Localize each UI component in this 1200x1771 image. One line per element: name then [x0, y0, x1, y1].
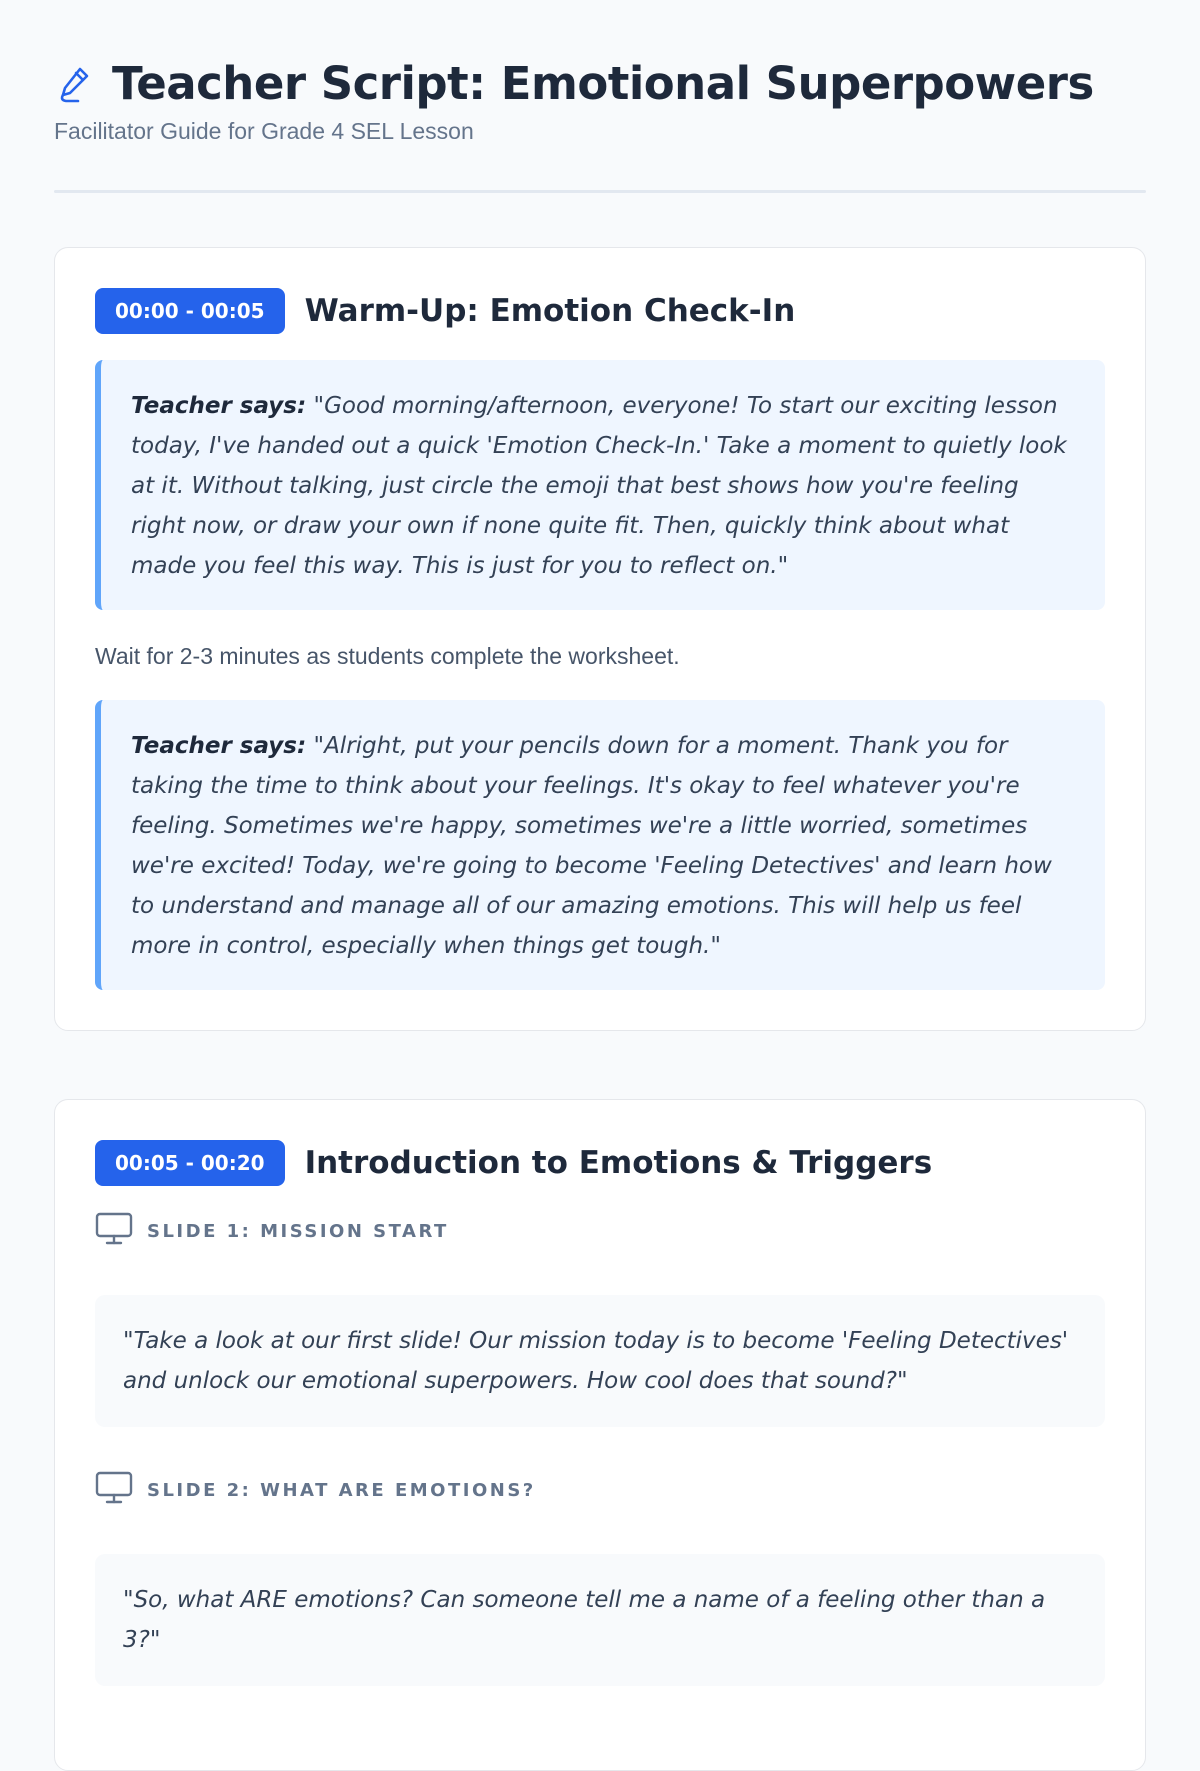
- header-divider: [54, 190, 1146, 193]
- facilitator-note: Wait for 2-3 minutes as students complete the worksheet.: [95, 643, 680, 669]
- title-row: [54, 56, 1146, 112]
- header: [54, 0, 1146, 193]
- pen-icon: [54, 64, 94, 104]
- time-badge: 00:05 - 00:20: [95, 1140, 285, 1186]
- slide-label-text: SLIDE 2: WHAT ARE EMOTIONS?: [147, 1480, 536, 1501]
- monitor-icon: [95, 1212, 133, 1251]
- section-header: [95, 1140, 1105, 1186]
- teacher-script-box: [95, 360, 1105, 610]
- section-card-introduction: [54, 1099, 1146, 1771]
- slide-script-box: "Take a look at our first slide! Our mission today is to become 'Feeling Detectives' and unlock our emotional superpowers. How cool does that sound?": [95, 1295, 1105, 1427]
- section-title: Warm-Up: Emotion Check-In: [304, 293, 796, 329]
- slide-script-box: "So, what ARE emotions? Can someone tell me a name of a feeling other than a 3?": [95, 1554, 1105, 1686]
- slide-label-text: SLIDE 1: MISSION START: [147, 1221, 449, 1242]
- section-title: Introduction to Emotions & Triggers: [304, 1145, 933, 1181]
- slide-label: [95, 1212, 1105, 1251]
- slide-label: [95, 1471, 1105, 1510]
- teacher-script-text: "Alright, put your pencils down for a moment. Thank you for taking the time to think about your feelings. It's okay to feel whatever you're feeling. Sometimes we're happy, sometimes we're a little worried, sometimes we're excited! Today, we're going to become 'Feeling Detectives' and learn how to understand and manage all of our amazing emotions. This will help us feel more in control, especially when things get tough.": [131, 733, 1052, 959]
- page-title: Teacher Script: Emotional Superpowers: [112, 57, 1094, 110]
- section-header: [95, 288, 1105, 334]
- teacher-script-text: "Good morning/afternoon, everyone! To start our exciting lesson today, I've handed out a quick 'Emotion Check-In.' Take a moment to quietly look at it. Without talking, just circle the emoji that best shows how you're feeling right now, or draw your own if none quite fit. Then, quickly think about what made you feel this way. This is just for you to reflect on.": [131, 393, 1067, 579]
- teacher-says-label: Teacher says:: [131, 733, 307, 759]
- time-badge: 00:00 - 00:05: [95, 288, 285, 334]
- teacher-script-box: [95, 700, 1105, 990]
- monitor-icon: [95, 1471, 133, 1510]
- page-subtitle: Facilitator Guide for Grade 4 SEL Lesson: [54, 118, 474, 144]
- section-card-warm-up: [54, 247, 1146, 1031]
- teacher-says-label: Teacher says:: [131, 393, 307, 419]
